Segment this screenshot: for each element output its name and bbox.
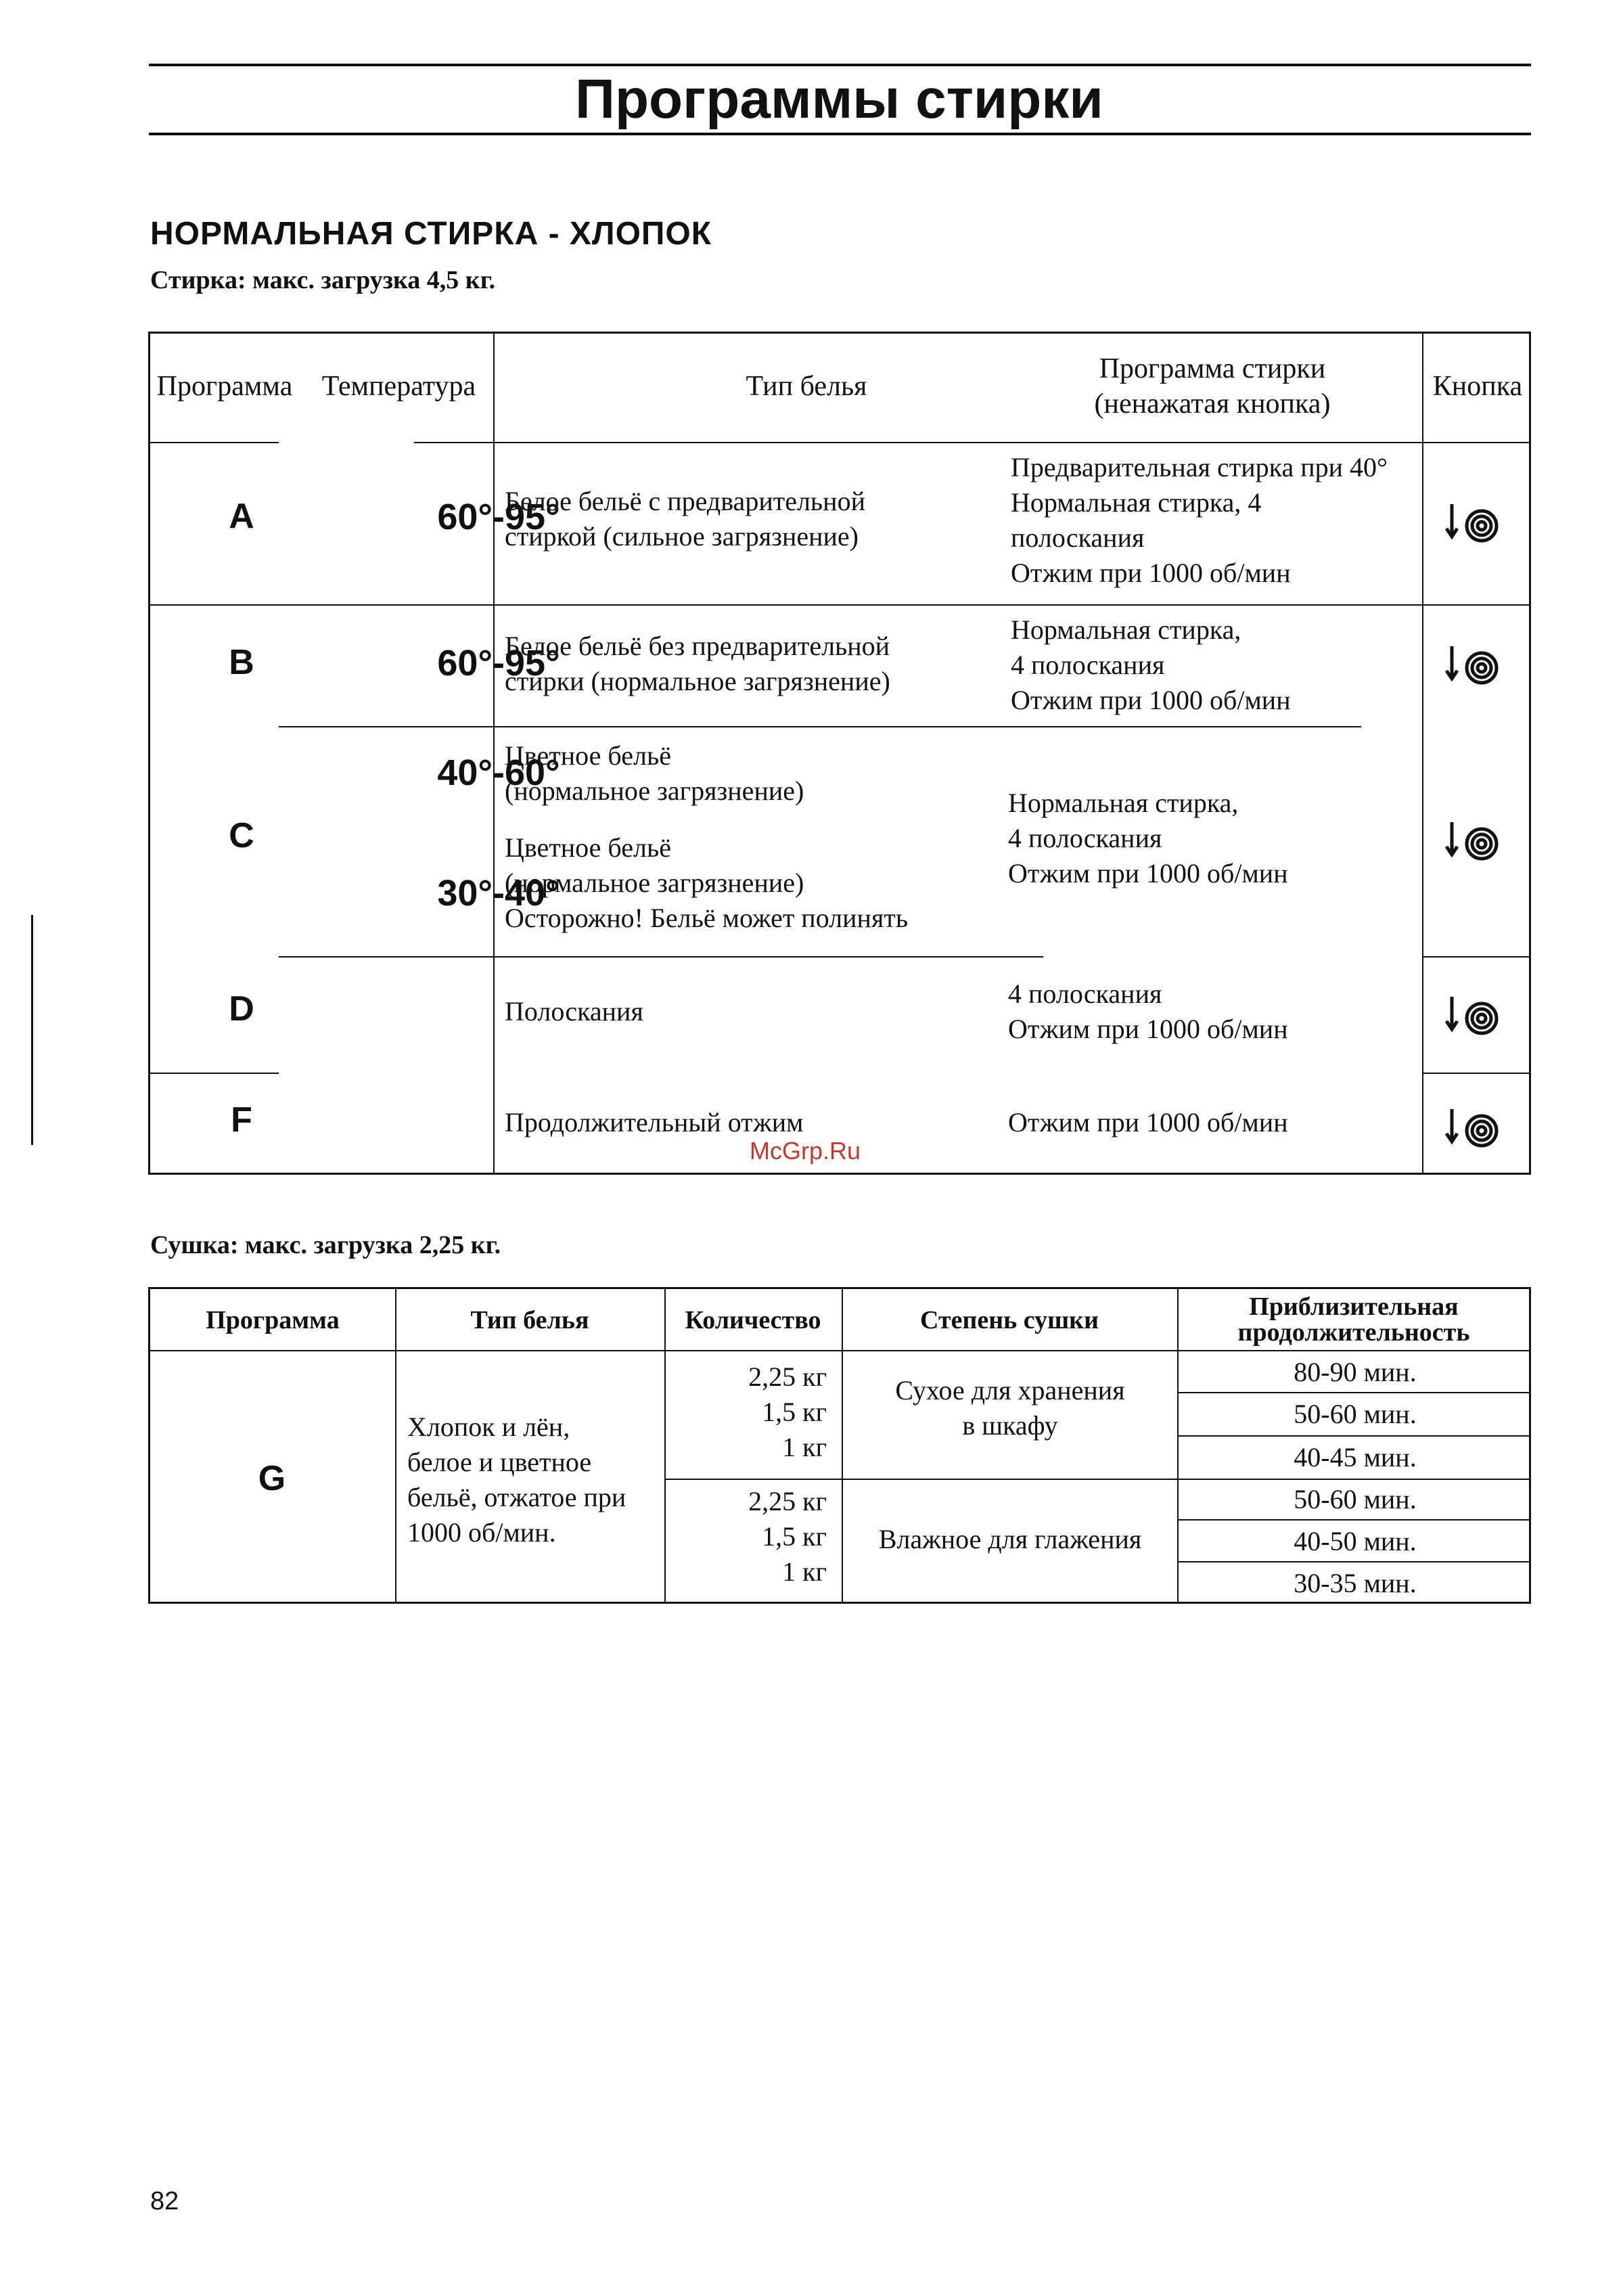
title-rule-bottom [149, 133, 1531, 135]
wash-table [148, 332, 1531, 1175]
duration: 40-50 мин. [1294, 1526, 1417, 1556]
header-wash-program: Программа стирки [1099, 353, 1326, 384]
row-divider [279, 726, 1361, 727]
dry-header-laundry-type: Тип белья [470, 1306, 589, 1334]
temperature-c-2: 30°-40° [437, 873, 560, 914]
dry-header-program: Программа [206, 1306, 340, 1334]
dry-header-duration: Приблизительная [1249, 1292, 1459, 1321]
duration: 50-60 мин. [1294, 1484, 1417, 1514]
spiral-arrow-icon [1442, 1102, 1510, 1156]
spiral-arrow-icon [1442, 990, 1510, 1044]
header-wash-program-note: (ненажатая кнопка) [1094, 388, 1331, 420]
duration: 50-60 мин. [1294, 1399, 1417, 1429]
laundry-b: Белое бельё без предварительной стирки (нормальное загрязнение) [505, 631, 890, 696]
program-b: B [229, 643, 254, 682]
header-laundry-type: Тип белья [746, 371, 867, 402]
wash-f: Отжим при 1000 об/мин [1008, 1107, 1288, 1138]
wash-b: Нормальная стирка, 4 полоскания Отжим при 1000 об/мин [1011, 614, 1291, 715]
spiral-arrow-icon [1442, 497, 1510, 552]
page-number: 82 [150, 2187, 179, 2215]
dry-laundry: Хлопок и лён, белое и цветное бельё, отжатое при 1000 об/мин. [407, 1412, 626, 1548]
title-rule-top [149, 64, 1531, 66]
watermark: McGrp.Ru [750, 1137, 861, 1165]
dry-header-quantity: Количество [685, 1306, 821, 1334]
temperature-c-1: 40°-60° [437, 752, 560, 793]
temperature-b: 60°-95° [437, 643, 560, 683]
program-g: G [258, 1459, 286, 1498]
header-button: Кнопка [1432, 371, 1523, 402]
program-f: F [231, 1100, 252, 1140]
section-heading: НОРМАЛЬНАЯ СТИРКА - ХЛОПОК [150, 216, 712, 252]
duration: 40-45 мин. [1294, 1442, 1417, 1472]
program-c: C [229, 816, 254, 855]
column-divider [1422, 334, 1423, 1175]
temperature-a: 60°-95° [437, 497, 560, 537]
column-divider [395, 1289, 396, 1604]
column-divider [664, 1289, 666, 1604]
duration: 80-90 мин. [1294, 1357, 1417, 1387]
header-program: Программа [156, 371, 293, 402]
header-temperature: Температура [321, 371, 476, 402]
row-divider [150, 1073, 279, 1074]
wash-d: 4 полоскания Отжим при 1000 об/мин [1008, 978, 1288, 1044]
program-d: D [229, 989, 254, 1029]
margin-mark [31, 915, 33, 1145]
wash-a: Предварительная стирка при 40° Нормальная стирка, 4 полоскания Отжим при 1000 об/мин [1011, 452, 1388, 588]
laundry-c-1: Цветное бельё (нормальное загрязнение) [505, 740, 804, 806]
spiral-arrow-icon [1442, 815, 1510, 870]
row-divider [279, 956, 1043, 958]
row-divider [414, 442, 1530, 443]
laundry-a: Белое бельё с предварительной стиркой (сильное загрязнение) [505, 486, 865, 552]
laundry-c-2: Цветное бельё (нормальное загрязнение) Осторожно! Бельё может полинять [505, 832, 909, 933]
wash-c: Нормальная стирка, 4 полоскания Отжим при 1000 об/мин [1008, 788, 1288, 888]
laundry-d: Полоскания [505, 996, 643, 1027]
dry-table [148, 1287, 1531, 1604]
duration: 30-35 мин. [1294, 1568, 1417, 1598]
row-divider [150, 604, 1530, 606]
row-divider [1422, 1073, 1530, 1074]
program-a: A [229, 497, 254, 536]
page-title: Программы стирки [575, 68, 1103, 130]
dry-header-dryness: Степень сушки [920, 1306, 1099, 1334]
row-divider [150, 442, 279, 443]
dryness-damp: Влажное для глажения [878, 1524, 1142, 1554]
laundry-f: Продолжительный отжим [505, 1107, 804, 1138]
dry-header-duration-2: продолжительность [1237, 1318, 1470, 1347]
quantities-dry: 2,25 кг 1,5 кг 1 кг [748, 1361, 827, 1462]
wash-caption: Стирка: макс. загрузка 4,5 кг. [150, 266, 496, 294]
spiral-arrow-icon [1442, 639, 1510, 694]
dry-caption: Сушка: макс. загрузка 2,25 кг. [150, 1231, 501, 1259]
row-divider [1422, 956, 1530, 958]
dryness-dry: Сухое для хранения в шкафу [895, 1375, 1125, 1441]
quantities-damp: 2,25 кг 1,5 кг 1 кг [748, 1486, 827, 1587]
